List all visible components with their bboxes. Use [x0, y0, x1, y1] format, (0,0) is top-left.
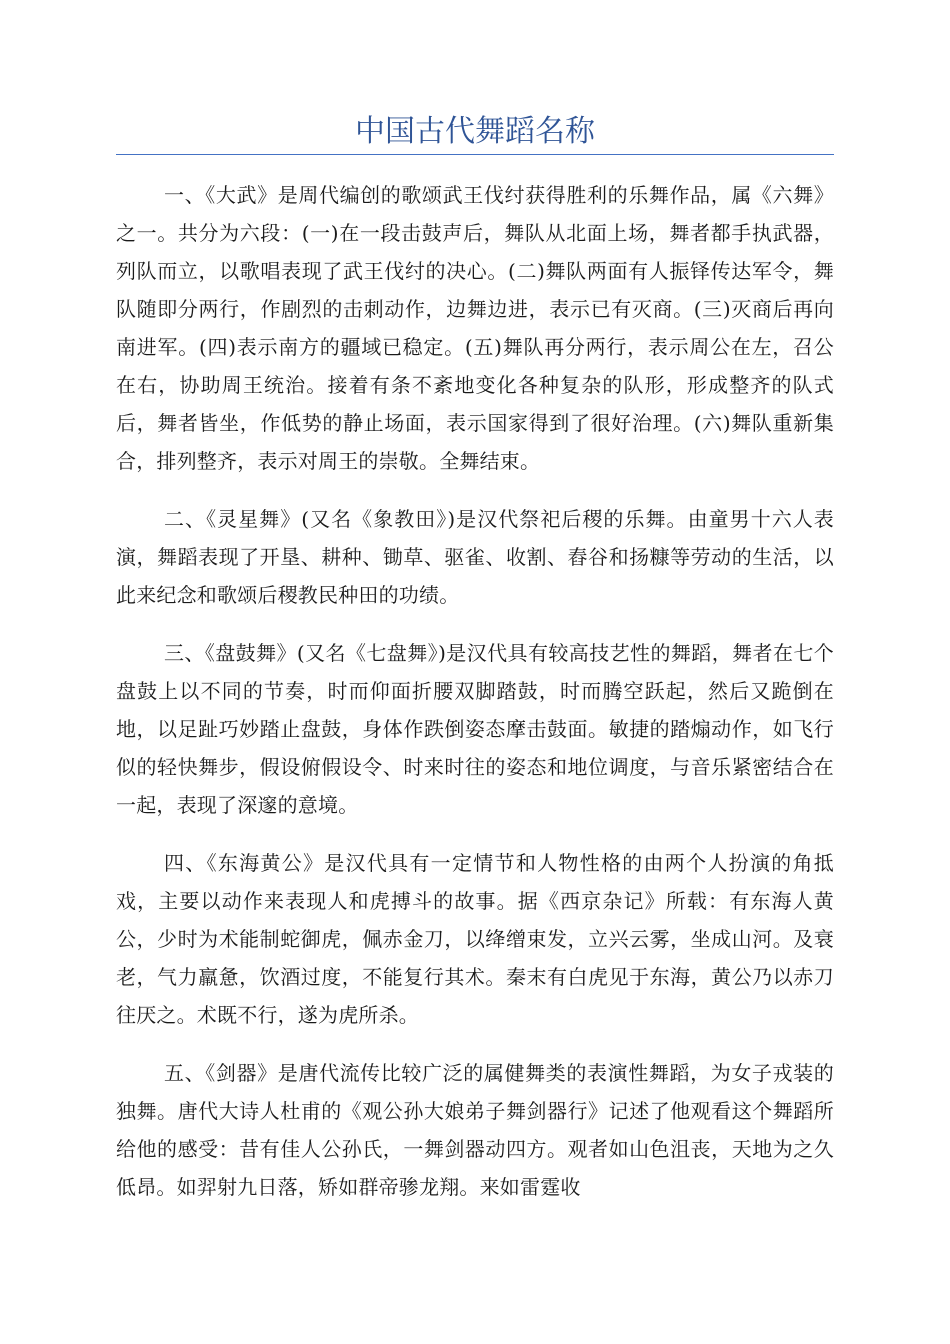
paragraph-da-wu: 一、《大武》是周代编创的歌颂武王伐纣获得胜利的乐舞作品，属《六舞》之一。共分为六段：(一)在一段击鼓声后，舞队从北面上场，舞者都手执武器，列队而立，以歌唱表现了武王伐纣的决心。(二)舞队两面有人振铎传达军令，舞队随即分两行，作剧烈的击刺动作，边舞边进，表示已有灭商。(三)灭商后再向南进军。(四)表示南方的疆域已稳定。(五)舞队再分两行，表示周公在左，召公在右，协助周王统治。接着有条不紊地变化各种复杂的队形，形成整齐的队式后，舞者皆坐，作低势的静止场面，表示国家得到了很好治理。(六)舞队重新集合，排列整齐，表示对周王的崇敬。全舞结束。: [116, 183, 834, 473]
paragraph-ling-xing-wu: 二、《灵星舞》(又名《象教田》)是汉代祭祀后稷的乐舞。由童男十六人表演，舞蹈表现了开垦、耕种、锄草、驱雀、收割、舂谷和扬糠等劳动的生活，以此来纪念和歌颂后稷教民种田的功绩。: [116, 507, 834, 607]
document-body: [116, 176, 834, 1226]
page-title: 中国古代舞蹈名称: [355, 114, 595, 149]
paragraph-dong-hai-huang-gong: 四、《东海黄公》是汉代具有一定情节和人物性格的由两个人扮演的角抵戏，主要以动作来表现人和虎搏斗的故事。据《西京杂记》所载：有东海人黄公，少时为术能制蛇御虎，佩赤金刀，以绛缯束发，立兴云雾，坐成山河。及衰老，气力羸惫，饮酒过度，不能复行其术。秦末有白虎见于东海，黄公乃以赤刀往厌之。术既不行，遂为虎所杀。: [116, 851, 834, 1027]
title-underline: [116, 154, 834, 155]
paragraph-jian-qi: 五、《剑器》是唐代流传比较广泛的属健舞类的表演性舞蹈，为女子戎装的独舞。唐代大诗人杜甫的《观公孙大娘弟子舞剑器行》记述了他观看这个舞蹈所给他的感受：昔有佳人公孙氏，一舞剑器动四方。观者如山色沮丧，天地为之久低昂。如羿射九日落，矫如群帝骖龙翔。来如雷霆收: [116, 1061, 834, 1199]
paragraph-pan-gu-wu: 三、《盘鼓舞》(又名《七盘舞》)是汉代具有较高技艺性的舞蹈，舞者在七个盘鼓上以不同的节奏，时而仰面折腰双脚踏鼓，时而腾空跃起，然后又跪倒在地，以足趾巧妙踏止盘鼓，身体作跌倒姿态摩击鼓面。敏捷的踏煽动作，如飞行似的轻快舞步，假设俯假设令、时来时往的姿态和地位调度，与音乐紧密结合在一起，表现了深邃的意境。: [116, 641, 834, 817]
